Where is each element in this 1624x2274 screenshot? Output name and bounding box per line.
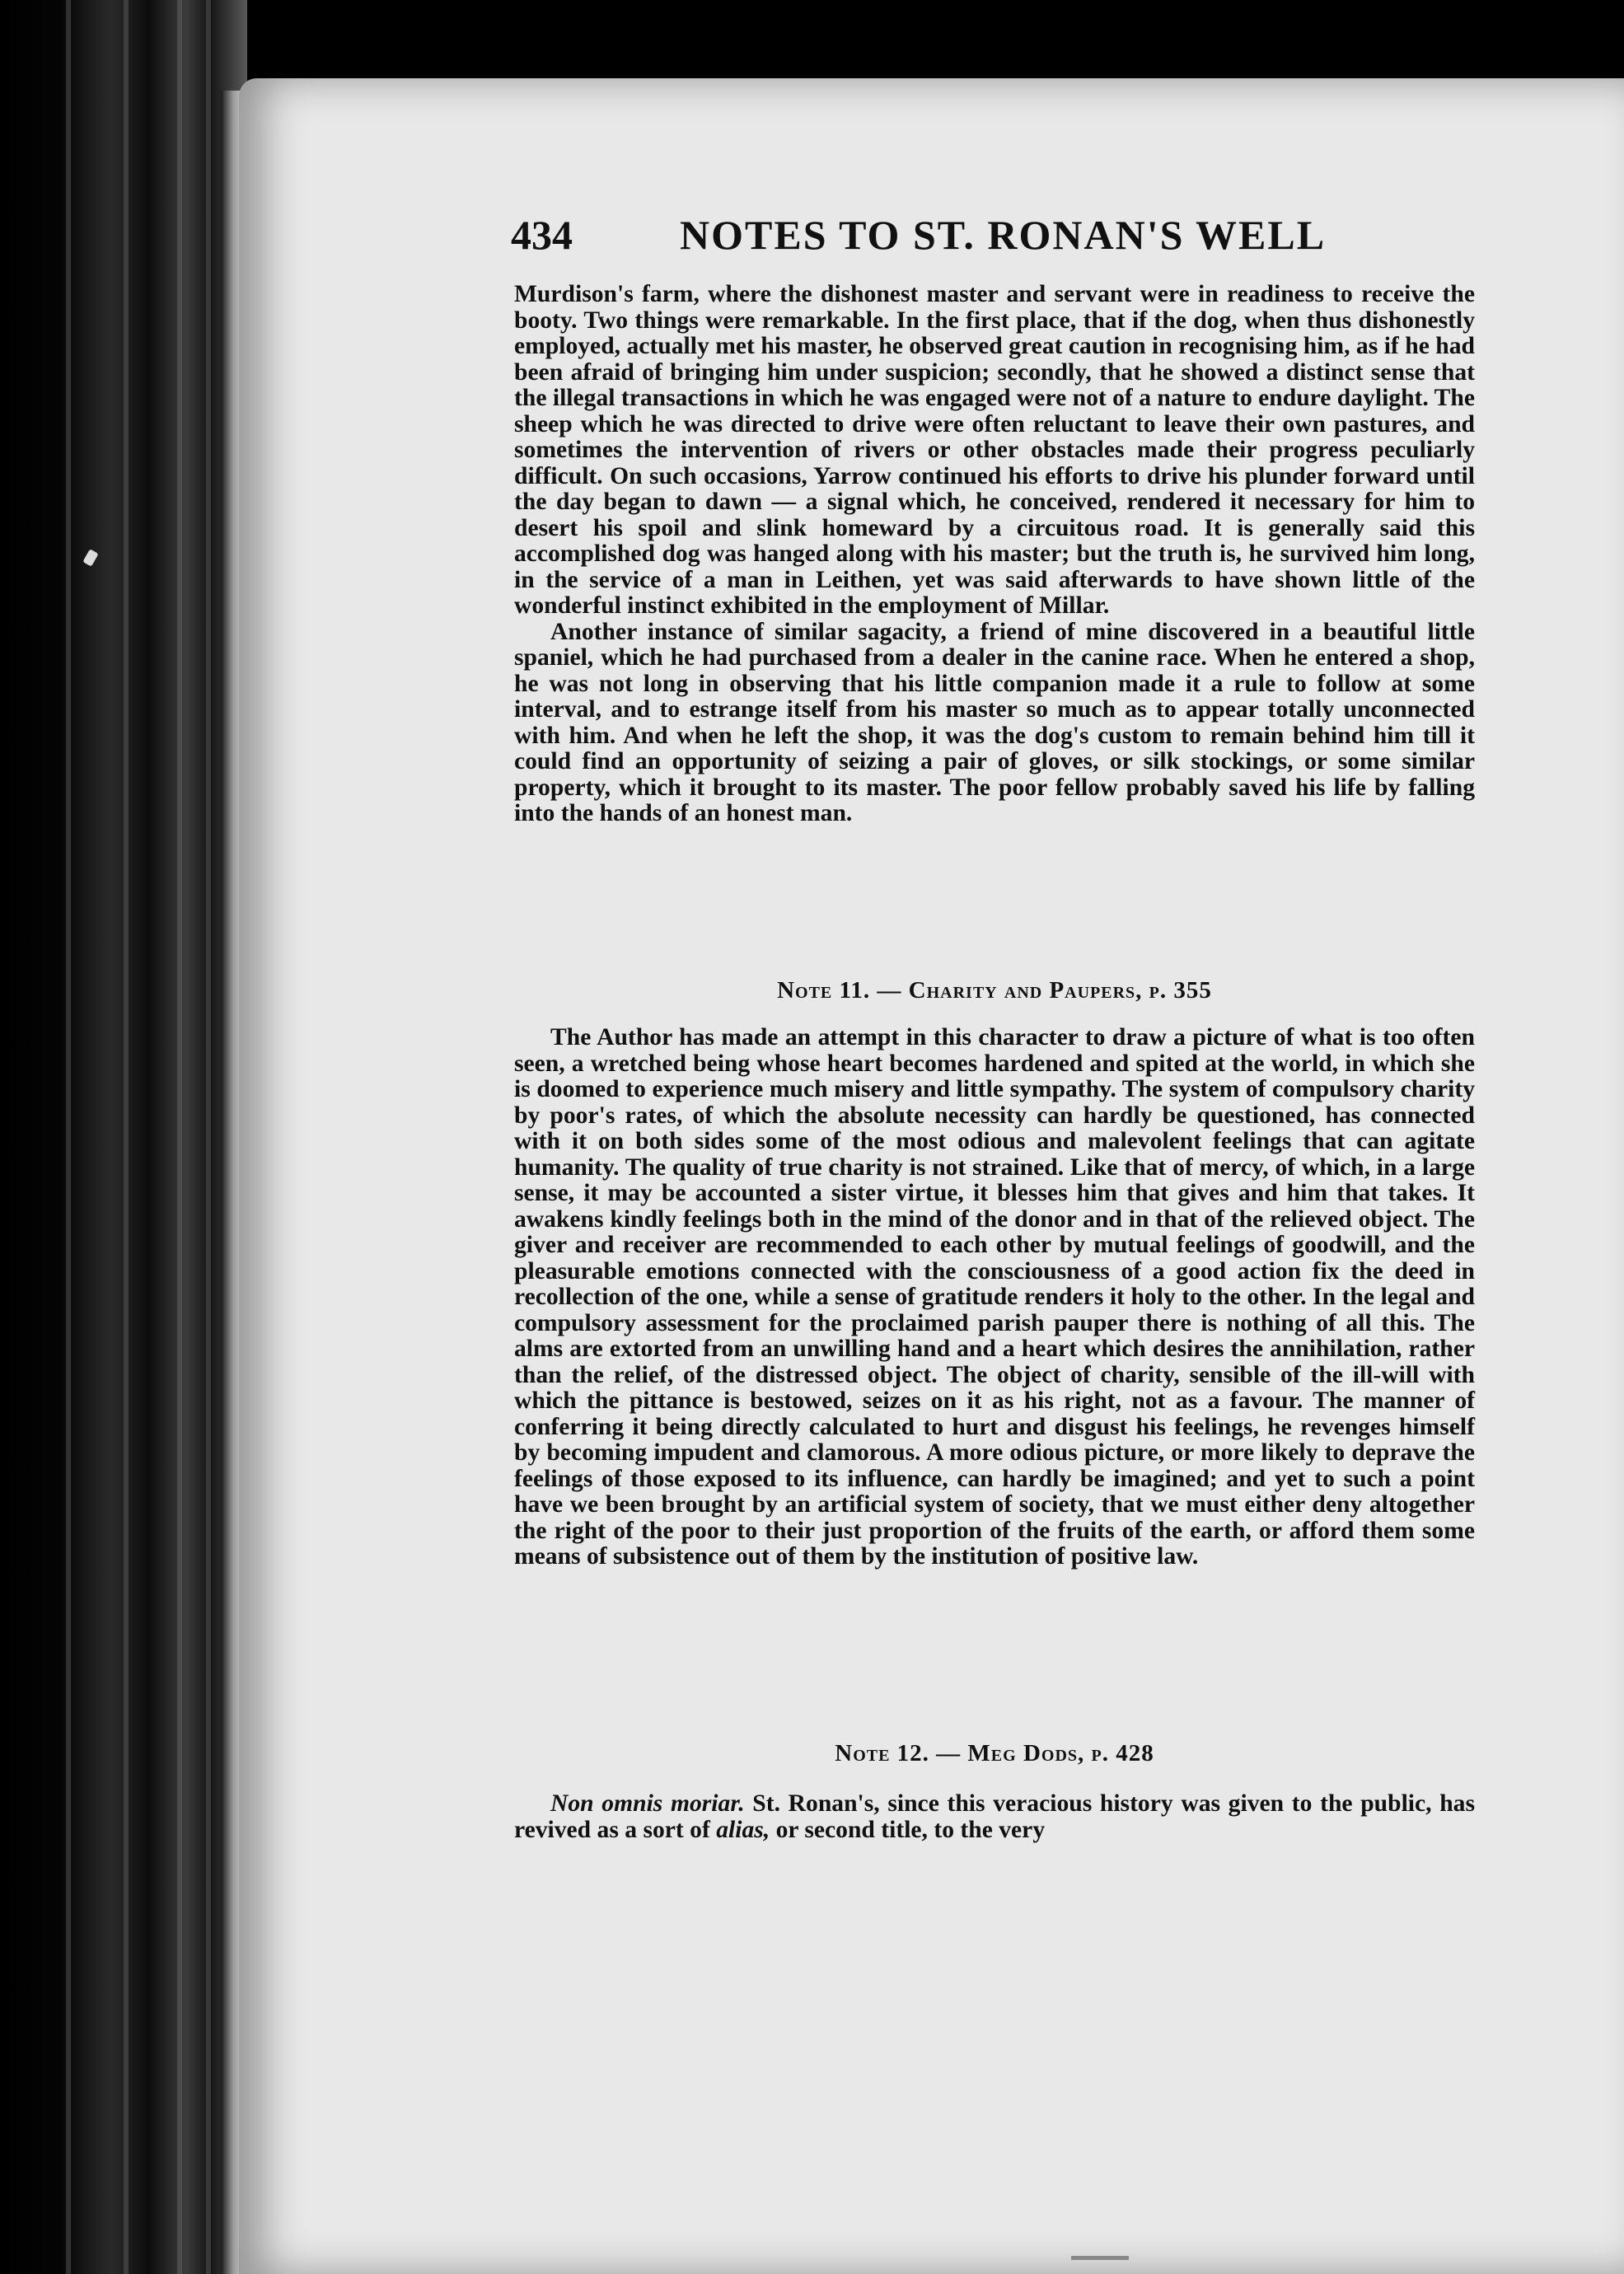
scan-smudge <box>1071 2256 1129 2260</box>
paragraph-meg-dods <box>514 1791 1475 1843</box>
meg-dods-text-b: or second title, to the very <box>770 1816 1046 1843</box>
note-11-body <box>514 1025 1475 1570</box>
book-spine-shadow <box>0 0 247 2274</box>
paragraph-spaniel: Another instance of similar sagacity, a friend of mine discovered in a beautiful little spaniel, which he had purchased from a dealer in the canine race. When he entered a shop, he was not long in observing that his little companion made it a rule to follow at some interval, and to estrange itself from his master so much as to appear totally unconnected with him. And when he left the shop, it was the dog's custom to remain behind him till it could find an opportunity of seizing a pair of gloves, or silk stockings, or some similar property, which it brought to its master. The poor fellow probably saved his life by falling into the hands of an honest man. <box>514 618 1475 826</box>
continued-note-text <box>514 282 1475 827</box>
paragraph-yarrow: Murdison's farm, where the dishonest master and servant were in readiness to receive the booty. Two things were remarkable. In the first place, that if the dog, when thus dishonestly employed, actually met his master, he observed great caution in recognising him, as if he had been afraid of bringing him under suspicion; secondly, that he showed a distinct sense that the illegal transactions in which he was engaged were not of a nature to endure daylight. The sheep which he was directed to drive were often reluctant to leave their own pastures, and sometimes the intervention of rivers or other obstacles made their progress peculiarly difficult. On such occasions, Yarrow continued his efforts to drive his plunder forward until the day began to dawn — a signal which, he conceived, rendered it necessary for him to desert his spoil and slink homeward by a circuitous road. It is generally said this accomplished dog was hanged along with his master; but the truth is, he survived him long, in the service of a man in Leithen, yet was said afterwards to have shown little of the wonderful instinct exhibited in the employment of Millar. <box>514 281 1475 619</box>
page-number: 434 <box>511 212 573 258</box>
paragraph-charity: The Author has made an attempt in this character to draw a picture of what is too often seen, a wretched being whose heart becomes hardened and spited at the world, in which she is doomed to experience much misery and little sympathy. The system of compulsory charity by poor's rates, of which the absolute necessity can hardly be questioned, has connected with it on both sides some of the most odious and malevolent feelings that can agitate humanity. The quality of true charity is not strained. Like that of mercy, of which, in a large sense, it may be accounted a sister virtue, it blesses him that gives and him that takes. It awakens kindly feelings both in the mind of the donor and in that of the relieved object. The giver and receiver are recommended to each other by mutual feelings of goodwill, and the pleasurable emotions connected with the consciousness of a good action fix the deed in recollection of the one, while a sense of gratitude renders it holy to the other. In the legal and compulsory assessment for the proclaimed parish pauper there is nothing of all this. The alms are extorted from an unwilling hand and a heart which desires the annihilation, rather than the relief, of the distressed object. The object of charity, sensible of the ill-will with which the pittance is bestowed, seizes on it as his right, not as a favour. The manner of conferring it being directly calculated to hurt and disgust his feelings, he revenges himself by becoming impudent and clamorous. A more odious picture, or more likely to deprave the feelings of those exposed to its influence, can hardly be imagined; and yet to such a point have we been brought by an artificial system of society, that we must either deny altogether the right of the poor to their just proportion of the fruits of the earth, or afford them some means of subsistence out of them by the institution of positive law. <box>514 1024 1475 1570</box>
meg-dods-text-a: St. Ronan's, since this veracious history was given to the public, has revived as a sort of <box>514 1790 1475 1843</box>
alias-word: alias, <box>716 1816 770 1843</box>
note-12-body <box>514 1791 1475 1843</box>
running-title: NOTES TO ST. RONAN'S WELL <box>680 212 1327 258</box>
note-11-heading: Note 11. — Charity and Paupers, p. 355 <box>777 977 1212 1004</box>
note-12-heading: Note 12. — Meg Dods, p. 428 <box>835 1740 1154 1766</box>
latin-phrase: Non omnis moriar. <box>550 1790 745 1817</box>
page-header <box>511 211 1483 260</box>
